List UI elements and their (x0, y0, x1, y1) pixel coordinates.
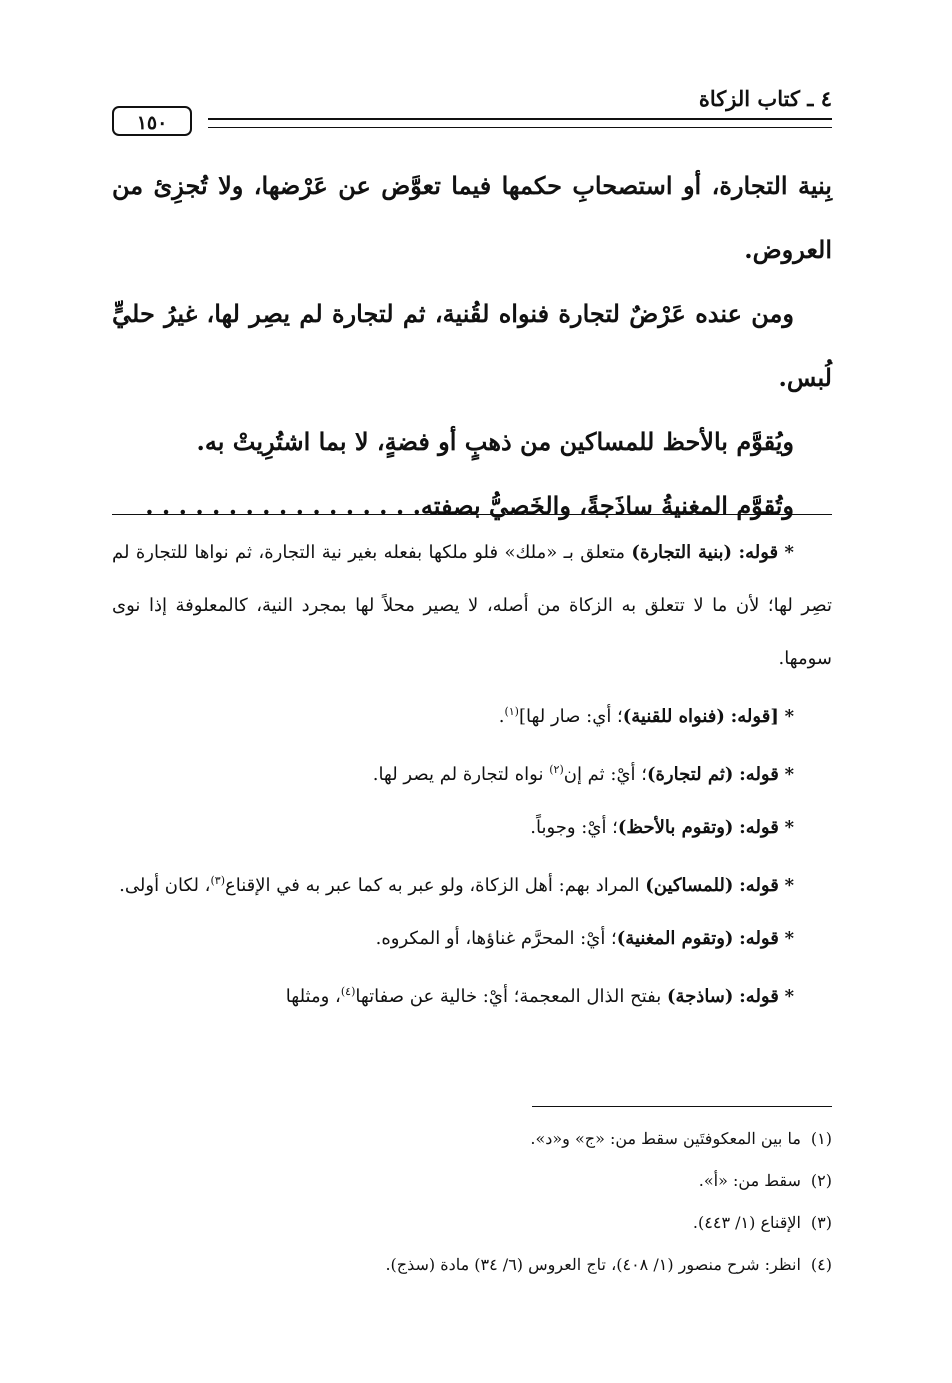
commentary-paragraph (112, 526, 832, 685)
footnote-text: الإقناع (١/ ٤٤٣). (692, 1213, 801, 1232)
book-page (112, 78, 832, 1318)
commentary (112, 526, 832, 1023)
page-number: ١٥٠ (112, 106, 192, 136)
commentary-text: ؛ أيْ: وجوباً. (530, 817, 618, 838)
commentary-text: ، لكان أولى. (119, 875, 211, 896)
running-title: ٤ ـ كتاب الزكاة (698, 86, 832, 111)
commentary-quote: (وتقوم بالأحظ) (617, 817, 734, 838)
commentary-lead: قوله: (739, 928, 779, 949)
asterisk-icon: * (784, 875, 794, 896)
footnote-number: (٢) (810, 1171, 832, 1190)
commentary-lead: قوله: (739, 875, 779, 896)
commentary-paragraph (112, 854, 832, 912)
main-text-paragraph: بِنية التجارة، أو استصحابِ حكمها فيما تعوَّض عن عَرْضها، ولا تُجزِئ من العروض. (112, 171, 832, 264)
main-text-paragraph: ومن عنده عَرْضٌ لتجارة فنواه لقُنية، ثم لتجارة لم يصِر لها، غيرُ حليٍّ لُبس. (112, 299, 832, 392)
footnote-divider (532, 1106, 832, 1107)
footnote-ref[interactable]: (١) (504, 705, 519, 718)
footnote-text: سقط من: «أ». (698, 1171, 801, 1190)
commentary-paragraph (112, 801, 832, 854)
commentary-quote: (للمساكين) (645, 875, 734, 896)
commentary-lead: قوله: (739, 817, 779, 838)
commentary-text: ؛ أيْ: المحرَّم غناؤها، أو المكروه. (375, 928, 617, 949)
footnote-item (112, 1160, 832, 1202)
footnote-ref[interactable]: (٣) (210, 874, 225, 887)
footnote-text: انظر: شرح منصور (١/ ٤٠٨)، تاج العروس (٦/ ٣٤) مادة (سذج). (385, 1255, 801, 1274)
commentary-lead: قوله: (739, 764, 779, 785)
text-divider (112, 514, 832, 515)
commentary-quote: (ساذجة) (667, 986, 734, 1007)
commentary-text: . (498, 706, 505, 727)
main-text (112, 154, 832, 538)
asterisk-icon: * (784, 928, 794, 949)
main-text-paragraph: وتُقوَّم المغنيةُ ساذَجةً، والخَصيُّ بصفته. . . . . . . . . . . . . . . . . (145, 491, 794, 520)
footnote-text: ما بين المعكوفتَين سقط من: «ج» و«د». (530, 1129, 801, 1148)
footnote-item (112, 1202, 832, 1244)
footnote-item (112, 1244, 832, 1286)
asterisk-icon: * (784, 764, 794, 785)
commentary-text: ، ومثلها (285, 986, 341, 1007)
commentary-quote: (فنواه للقنية) (622, 706, 725, 727)
footnote-number: (١) (810, 1129, 832, 1148)
footnote-item (112, 1118, 832, 1160)
asterisk-icon: * (784, 817, 794, 838)
asterisk-icon: * (784, 986, 794, 1007)
footnote-number: (٣) (810, 1213, 832, 1232)
commentary-paragraph (112, 743, 832, 801)
commentary-quote: (بنية التجارة) (631, 542, 733, 563)
commentary-text: المراد بهم: أهل الزكاة، ولو عبر به كما عبر به في الإقناع (224, 875, 640, 896)
commentary-quote: (ثم لتجارة) (646, 764, 734, 785)
commentary-text: نواه لتجارة لم يصر لها. (372, 764, 550, 785)
footnotes (112, 1118, 832, 1286)
footnote-ref[interactable]: (٤) (340, 985, 356, 998)
main-text-paragraph: ويُقوَّم بالأحظ للمساكين من ذهبٍ أو فضةٍ، لا بما اشتُرِيتْ به. (196, 427, 794, 456)
commentary-paragraph (112, 912, 832, 965)
header-rule (208, 118, 832, 128)
commentary-text: متعلق بـ «ملك» فلو ملكها بفعله بغير نية التجارة، ثم نواها للتجارة لم تصِر لها؛ لأن ما لا تتعلق به الزكاة من أصله، لا يصير محلاً لها بمجرد النية، كالمعلوفة إذا نوى سومها. (112, 542, 832, 669)
commentary-lead: قوله: (738, 542, 779, 563)
commentary-paragraph (112, 685, 832, 743)
commentary-lead: [قوله: (730, 706, 779, 727)
commentary-lead: قوله: (739, 986, 779, 1007)
commentary-quote: (وتقوم المغنية) (616, 928, 734, 949)
asterisk-icon: * (784, 706, 794, 727)
footnote-number: (٤) (810, 1255, 832, 1274)
footnote-ref[interactable]: (٢) (549, 763, 564, 776)
commentary-text: بفتح الذال المعجمة؛ أيْ: خالية عن صفاتها (355, 986, 662, 1007)
commentary-paragraph (112, 965, 832, 1023)
commentary-text: ؛ أيْ: ثم إن (563, 764, 647, 785)
commentary-text: ؛ أي: صار لها] (518, 706, 623, 727)
asterisk-icon: * (784, 542, 794, 563)
